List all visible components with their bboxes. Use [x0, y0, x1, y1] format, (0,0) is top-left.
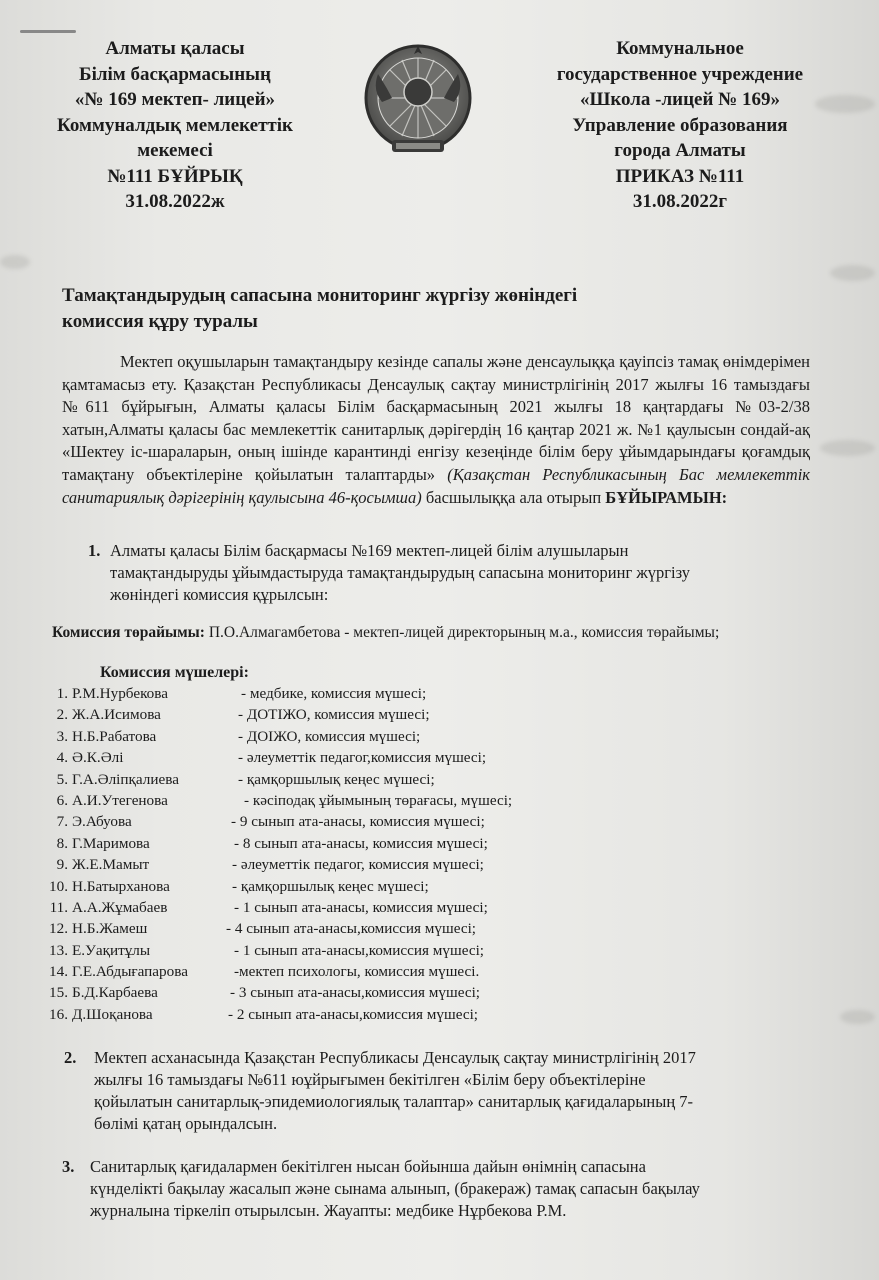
list-item — [36, 982, 596, 1003]
order-date-ru: 31.08.2022г — [632, 191, 728, 212]
item-line: жөніндегі комиссия құрылсын: — [110, 585, 329, 604]
item-line: жылғы 16 тамыздағы №611 юұйрығымен бекітілген «Білім беру объектілеріне — [94, 1070, 646, 1089]
member-name: Ж.Е.Мамыт — [72, 856, 150, 874]
members-list — [36, 683, 596, 1025]
item-number: 2. — [64, 1048, 77, 1067]
member-number: 12. — [49, 920, 68, 938]
member-number: 10. — [49, 877, 68, 895]
item-line: Санитарлық қағидалармен бекітілген нысан бойынша дайын өнімнің сапасына — [90, 1157, 646, 1176]
list-item — [36, 769, 596, 790]
member-number: 3. — [56, 727, 68, 745]
header-right-line: государственное учреждение — [556, 63, 804, 85]
member-name: Б.Д.Карбаева — [72, 984, 158, 1002]
list-item — [36, 897, 596, 918]
header-right-line: города Алматы — [614, 140, 746, 161]
scan-smudge — [820, 440, 875, 456]
list-item — [36, 961, 596, 982]
header-right — [520, 36, 840, 215]
preamble-tail: басшылыққа ала отырып — [421, 487, 606, 507]
member-role: - 8 сынып ата-анасы, комиссия мүшесі; — [234, 834, 488, 852]
member-name: А.И.Утегенова — [72, 791, 168, 809]
commission-chair — [52, 623, 812, 642]
member-number: 7. — [56, 813, 68, 831]
member-number: 13. — [49, 941, 68, 959]
list-item — [36, 747, 596, 768]
preamble-italic-note: (Қазақстан Республикасының Бас мемлекеттік санитариялық дәрігерінің қаулысына 46-қосымша) — [62, 464, 811, 507]
order-word: БҰЙЫРАМЫН: — [605, 487, 728, 507]
chair-text: П.О.Алмагамбетова - мектеп-лицей директорының м.а., комиссия төрайымы; — [204, 624, 720, 641]
member-number: 2. — [56, 706, 68, 724]
list-item — [36, 790, 596, 811]
member-role: - әлеуметтік педагог, комиссия мүшесі; — [232, 856, 484, 874]
list-item — [36, 1004, 596, 1025]
header-left — [40, 36, 310, 215]
header-left-line: мекемесі — [137, 140, 213, 161]
item-number: 1. — [88, 541, 101, 560]
member-number: 15. — [49, 984, 68, 1002]
list-item — [36, 726, 596, 747]
order-date-kz: 31.08.2022ж — [125, 191, 225, 212]
member-role: - 9 сынып ата-анасы, комиссия мүшесі; — [231, 813, 485, 831]
member-number: 9. — [56, 856, 68, 874]
scan-smudge — [0, 255, 30, 269]
title-line: комиссия құру туралы — [62, 311, 258, 332]
member-role: - 3 сынып ата-анасы,комиссия мүшесі; — [230, 984, 481, 1002]
member-role: - қамқоршылық кеңес мүшесі; — [238, 770, 435, 788]
member-name: Е.Уақитұлы — [72, 941, 151, 959]
list-item — [36, 683, 596, 704]
order-number-ru: ПРИКАЗ №111 — [615, 165, 745, 187]
order-number-kz: №111 БҰЙРЫҚ — [107, 165, 243, 187]
member-role: - кәсіподақ ұйымының төрағасы, мүшесі; — [244, 791, 513, 809]
item-line: журналына тіркеліп отырылсын. Жауапты: медбике Нұрбекова Р.М. — [90, 1201, 567, 1220]
member-number: 5. — [56, 770, 68, 788]
member-role: - 4 сынып ата-анасы,комиссия мүшесі; — [226, 920, 477, 938]
member-number: 11. — [49, 898, 68, 916]
member-name: Э.Абуова — [72, 813, 132, 831]
item-line: Алматы қаласы Білім басқармасы №169 мектеп-лицей білім алушыларын — [110, 541, 629, 560]
member-role: - ДОІЖО, комиссия мүшесі; — [238, 727, 421, 745]
member-name: Н.Б.Жамеш — [72, 920, 148, 938]
member-role: - ДОТІЖО, комиссия мүшесі; — [238, 706, 430, 724]
member-name: Ә.К.Әлі — [72, 749, 124, 767]
member-role: - 1 сынып ата-анасы, комиссия мүшесі; — [234, 898, 488, 916]
scan-smudge — [840, 1010, 875, 1024]
member-name: Н.Батырханова — [72, 877, 170, 895]
list-item — [36, 811, 596, 832]
header-left-line: «№ 169 мектеп- лицей» — [74, 89, 276, 110]
title-line: Тамақтандырудың сапасына мониторинг жүргізу жөніндегі — [62, 285, 578, 306]
preamble-paragraph — [62, 351, 810, 509]
item-line: қойылатын санитарлық-эпидемиологиялық талаптар» санитарлық қағидаларының 7- — [94, 1092, 694, 1111]
members-heading: Комиссия мүшелері: — [100, 664, 249, 681]
header-left-line: Білім басқармасының — [79, 63, 271, 85]
member-role: - медбике, комиссия мүшесі; — [241, 685, 427, 702]
list-item — [36, 833, 596, 854]
item-line: бөлімі қатаң орындалсын. — [94, 1114, 278, 1133]
header-left-line: Алматы қаласы — [105, 38, 245, 59]
member-name: Ж.А.Исимова — [72, 706, 161, 724]
member-name: Г.Е.Абдығапарова — [72, 963, 188, 981]
member-name: Г.А.Әліпқалиева — [72, 770, 179, 788]
staple-mark — [20, 30, 76, 33]
member-role: -мектеп психологы, комиссия мүшесі. — [234, 963, 480, 981]
member-number: 1. — [56, 685, 68, 702]
header-left-line: Коммуналдық мемлекеттік — [57, 114, 293, 136]
member-role: - 2 сынып ата-анасы,комиссия мүшесі; — [228, 1005, 479, 1023]
member-name: Р.М.Нурбекова — [72, 685, 168, 702]
scan-smudge — [830, 265, 875, 281]
list-item — [36, 704, 596, 725]
member-name: А.А.Жұмабаев — [72, 898, 168, 916]
list-item — [36, 940, 596, 961]
member-number: 6. — [56, 791, 68, 809]
list-item — [36, 876, 596, 897]
member-number: 8. — [56, 834, 68, 852]
header-right-line: «Школа -лицей № 169» — [579, 89, 781, 110]
member-role: - 1 сынып ата-анасы,комиссия мүшесі; — [234, 941, 485, 959]
state-emblem-icon — [362, 40, 474, 164]
member-name: Д.Шоқанова — [72, 1005, 153, 1023]
list-item — [36, 854, 596, 875]
member-name: Г.Маримова — [72, 834, 150, 852]
document-title — [62, 283, 577, 335]
member-number: 16. — [49, 1005, 68, 1023]
item-line: тамақтандыруды ұйымдастыруда тамақтандырудың сапасына мониторинг жүргізу — [110, 563, 691, 582]
preamble-text: Мектеп оқушыларын тамақтандыру кезінде сапалы және денсаулыққа қауіпсіз тамақ өнімдерімен қамтамасыз ету. Қазақстан Республикасы Денсаулық сақтау министрлігінің 2017 жылғы 16 тамыздағы №611 бұйрығын, Алматы қаласы Білім басқармасының 2021 жылғы 18 қаңтардағы №03-2/38 хатын,Алматы қаласы бас мемлекеттік санитарлық дәрігердің 16 қаңтар 2021 ж. №1 қаулысын сондай-ақ «Шектеу іс-шараларын, оның ішінде карантинді енгізу кезеңінде білім беру ұйымдарындағы қоғамдық тамақтану объектілеріне қойылатын талаптарды» — [62, 352, 810, 484]
member-number: 4. — [56, 749, 68, 767]
item-line: күнделікті бақылау жасалып және сынама алынып, (бракераж) тамақ сапасын бақылау — [90, 1179, 700, 1198]
list-item — [36, 918, 596, 939]
member-name: Н.Б.Рабатова — [72, 727, 157, 745]
member-role: - қамқоршылық кеңес мүшесі; — [232, 877, 429, 895]
item-number: 3. — [62, 1157, 75, 1176]
header-right-line: Управление образования — [572, 114, 788, 136]
item-line: Мектеп асханасында Қазақстан Республикасы Денсаулық сақтау министрлігінің 2017 — [94, 1048, 696, 1067]
chair-label: Комиссия төрайымы: — [52, 624, 205, 641]
member-number: 14. — [49, 963, 68, 981]
header-right-line: Коммунальное — [616, 38, 744, 59]
member-role: - әлеуметтік педагог,комиссия мүшесі; — [238, 749, 487, 767]
